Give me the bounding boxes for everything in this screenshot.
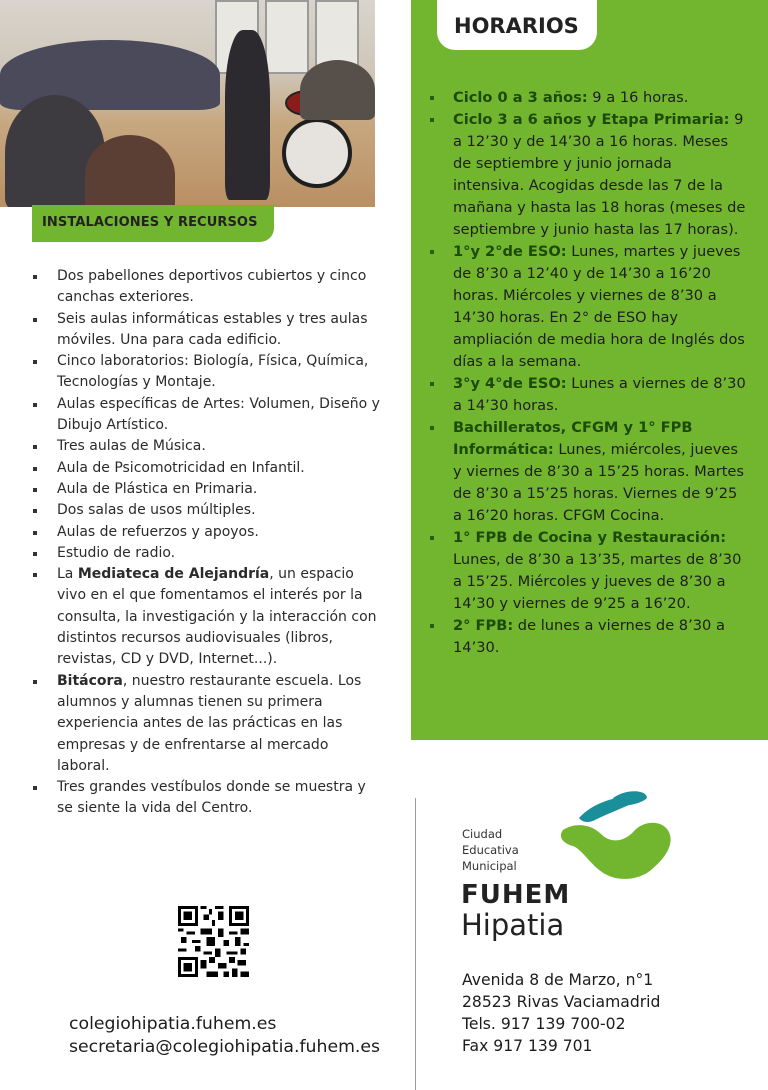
logo-line-2: Educativa xyxy=(462,843,519,857)
list-item xyxy=(30,309,380,352)
schedule-label: Ciclo 0 a 3 años: xyxy=(453,89,588,106)
item-text: Cinco laboratorios: Biología, Física, Química, Tecnologías y Montaje. xyxy=(57,353,369,391)
item-text: Tres grandes vestíbulos donde se muestra y se siente la vida del Centro. xyxy=(57,779,366,817)
student-shape xyxy=(85,135,175,207)
qr-code-icon xyxy=(178,906,249,977)
list-item xyxy=(30,266,380,309)
address-block xyxy=(462,969,660,1057)
schedule-label: 2° FPB: xyxy=(453,617,514,634)
schedule-text: Lunes a viernes de 8’30 a 14’30 horas. xyxy=(453,375,746,414)
schedule-item xyxy=(428,417,746,527)
logo-name: Hipatia xyxy=(461,908,565,942)
logo-brand: FUHEM xyxy=(461,880,571,910)
vertical-divider xyxy=(415,798,416,1090)
instalaciones-heading-tag xyxy=(32,205,274,242)
item-text: Aulas específicas de Artes: Volumen, Diseño y Dibujo Artístico. xyxy=(57,395,380,434)
address-line-2: 28523 Rivas Vaciamadrid xyxy=(462,993,661,1011)
address-line-1: Avenida 8 de Marzo, n°1 xyxy=(462,971,654,989)
list-item xyxy=(30,522,380,543)
logo-subtitle xyxy=(462,826,519,874)
window-shape xyxy=(265,0,309,74)
item-highlight: Bitácora xyxy=(57,672,123,689)
schedule-text: de lunes a viernes de 8’30 a 14’30. xyxy=(453,617,725,656)
item-text: Estudio de radio. xyxy=(57,544,176,561)
logo-line-1: Ciudad xyxy=(462,827,503,841)
schedule-item xyxy=(428,373,746,417)
schedule-item xyxy=(428,109,746,241)
phone-text: Tels. 917 139 700-02 xyxy=(462,1015,626,1033)
schedule-label: 1°y 2°de ESO: xyxy=(453,243,567,260)
fax-text: Fax 917 139 701 xyxy=(462,1037,593,1055)
list-item xyxy=(30,394,380,437)
schedule-text: 9 a 16 horas. xyxy=(587,89,689,106)
email-link[interactable]: secretaria@colegiohipatia.fuhem.es xyxy=(69,1037,381,1057)
item-text: La xyxy=(57,566,78,583)
teacher-shape xyxy=(225,30,270,200)
schedule-text: Lunes, miércoles, jueves y viernes de 8’30 a 15’25 horas. Martes de 8’30 a 15’25 horas. Viernes de 9’25 a 16’20 horas. CFGM Cocina. xyxy=(453,441,745,524)
hipatia-logo-icon xyxy=(555,790,685,882)
schedule-item xyxy=(428,615,746,659)
list-item xyxy=(30,564,380,670)
item-text: Aula de Plástica en Primaria. xyxy=(57,480,258,497)
list-item xyxy=(30,671,380,777)
bass-drum-shape xyxy=(282,118,352,188)
item-text: Aula de Psicomotricidad en Infantil. xyxy=(57,459,305,476)
item-text: Seis aulas informáticas estables y tres aulas móviles. Una para cada edificio. xyxy=(57,310,368,348)
item-text: Dos pabellones deportivos cubiertos y cinco canchas exteriores. xyxy=(57,268,367,306)
list-item xyxy=(30,500,380,521)
contact-links xyxy=(69,1013,380,1059)
list-item xyxy=(30,479,380,500)
schedule-text: Lunes, martes y jueves de 8’30 a 12’40 y de 14’30 a 16’20 horas. Miércoles y viernes de 8’30 a 14’30 horas. En 2° de ESO hay ampliación de media hora de Inglés dos días a la semana. xyxy=(453,243,745,370)
students-shape xyxy=(300,60,375,120)
schedule-item xyxy=(428,241,746,373)
list-item xyxy=(30,777,380,820)
schedule-text: Lunes, de 8’30 a 13’35, martes de 8’30 a 15’25. Miércoles y jueves de 8’30 a 14’30 y viernes de 9’25 a 16’20. xyxy=(453,551,742,612)
instalaciones-list xyxy=(30,266,380,820)
schedule-label: 3°y 4°de ESO: xyxy=(453,375,567,392)
schedule-text: 9 a 12’30 y de 14’30 a 16 horas. Meses de septiembre y junio jornada intensiva. Acogidas desde las 7 de la mañana y hasta las 18 horas (meses de septiembre y junio hasta las 17 horas). xyxy=(453,111,746,238)
horarios-title: HORARIOS xyxy=(454,14,579,38)
list-item xyxy=(30,436,380,457)
schedule-label: Bachilleratos, CFGM y 1° FPB Informática: xyxy=(453,419,693,458)
list-item xyxy=(30,543,380,564)
item-highlight: Mediateca de Alejandría xyxy=(77,566,270,583)
website-link[interactable]: colegiohipatia.fuhem.es xyxy=(69,1014,277,1034)
item-text: Tres aulas de Música. xyxy=(57,438,206,455)
instalaciones-title: INSTALACIONES Y RECURSOS xyxy=(42,215,258,230)
classroom-photo xyxy=(0,0,375,207)
item-text: Dos salas de usos múltiples. xyxy=(57,502,256,519)
list-item xyxy=(30,351,380,394)
list-item xyxy=(30,458,380,479)
schedule-label: 1° FPB de Cocina y Restauración: xyxy=(453,529,727,546)
item-text: Aulas de refuerzos y apoyos. xyxy=(57,523,259,540)
schedule-label: Ciclo 3 a 6 años y Etapa Primaria: xyxy=(453,111,730,128)
item-text: , un espacio vivo en el que fomentamos el interés por la consulta, la investigación y la interacción con distintos recursos audiovisuales (libros, revistas, CD y DVD, Internet...). xyxy=(57,566,377,668)
item-text: , nuestro restaurante escuela. Los alumnos y alumnas tienen su primera experiencia antes de las prácticas en las empresas y de enfrentarse al mercado laboral. xyxy=(57,672,362,774)
horarios-heading-tag xyxy=(437,0,597,50)
horarios-list xyxy=(428,87,746,659)
schedule-item xyxy=(428,527,746,615)
logo-line-3: Municipal xyxy=(462,859,517,873)
schedule-item xyxy=(428,87,746,109)
